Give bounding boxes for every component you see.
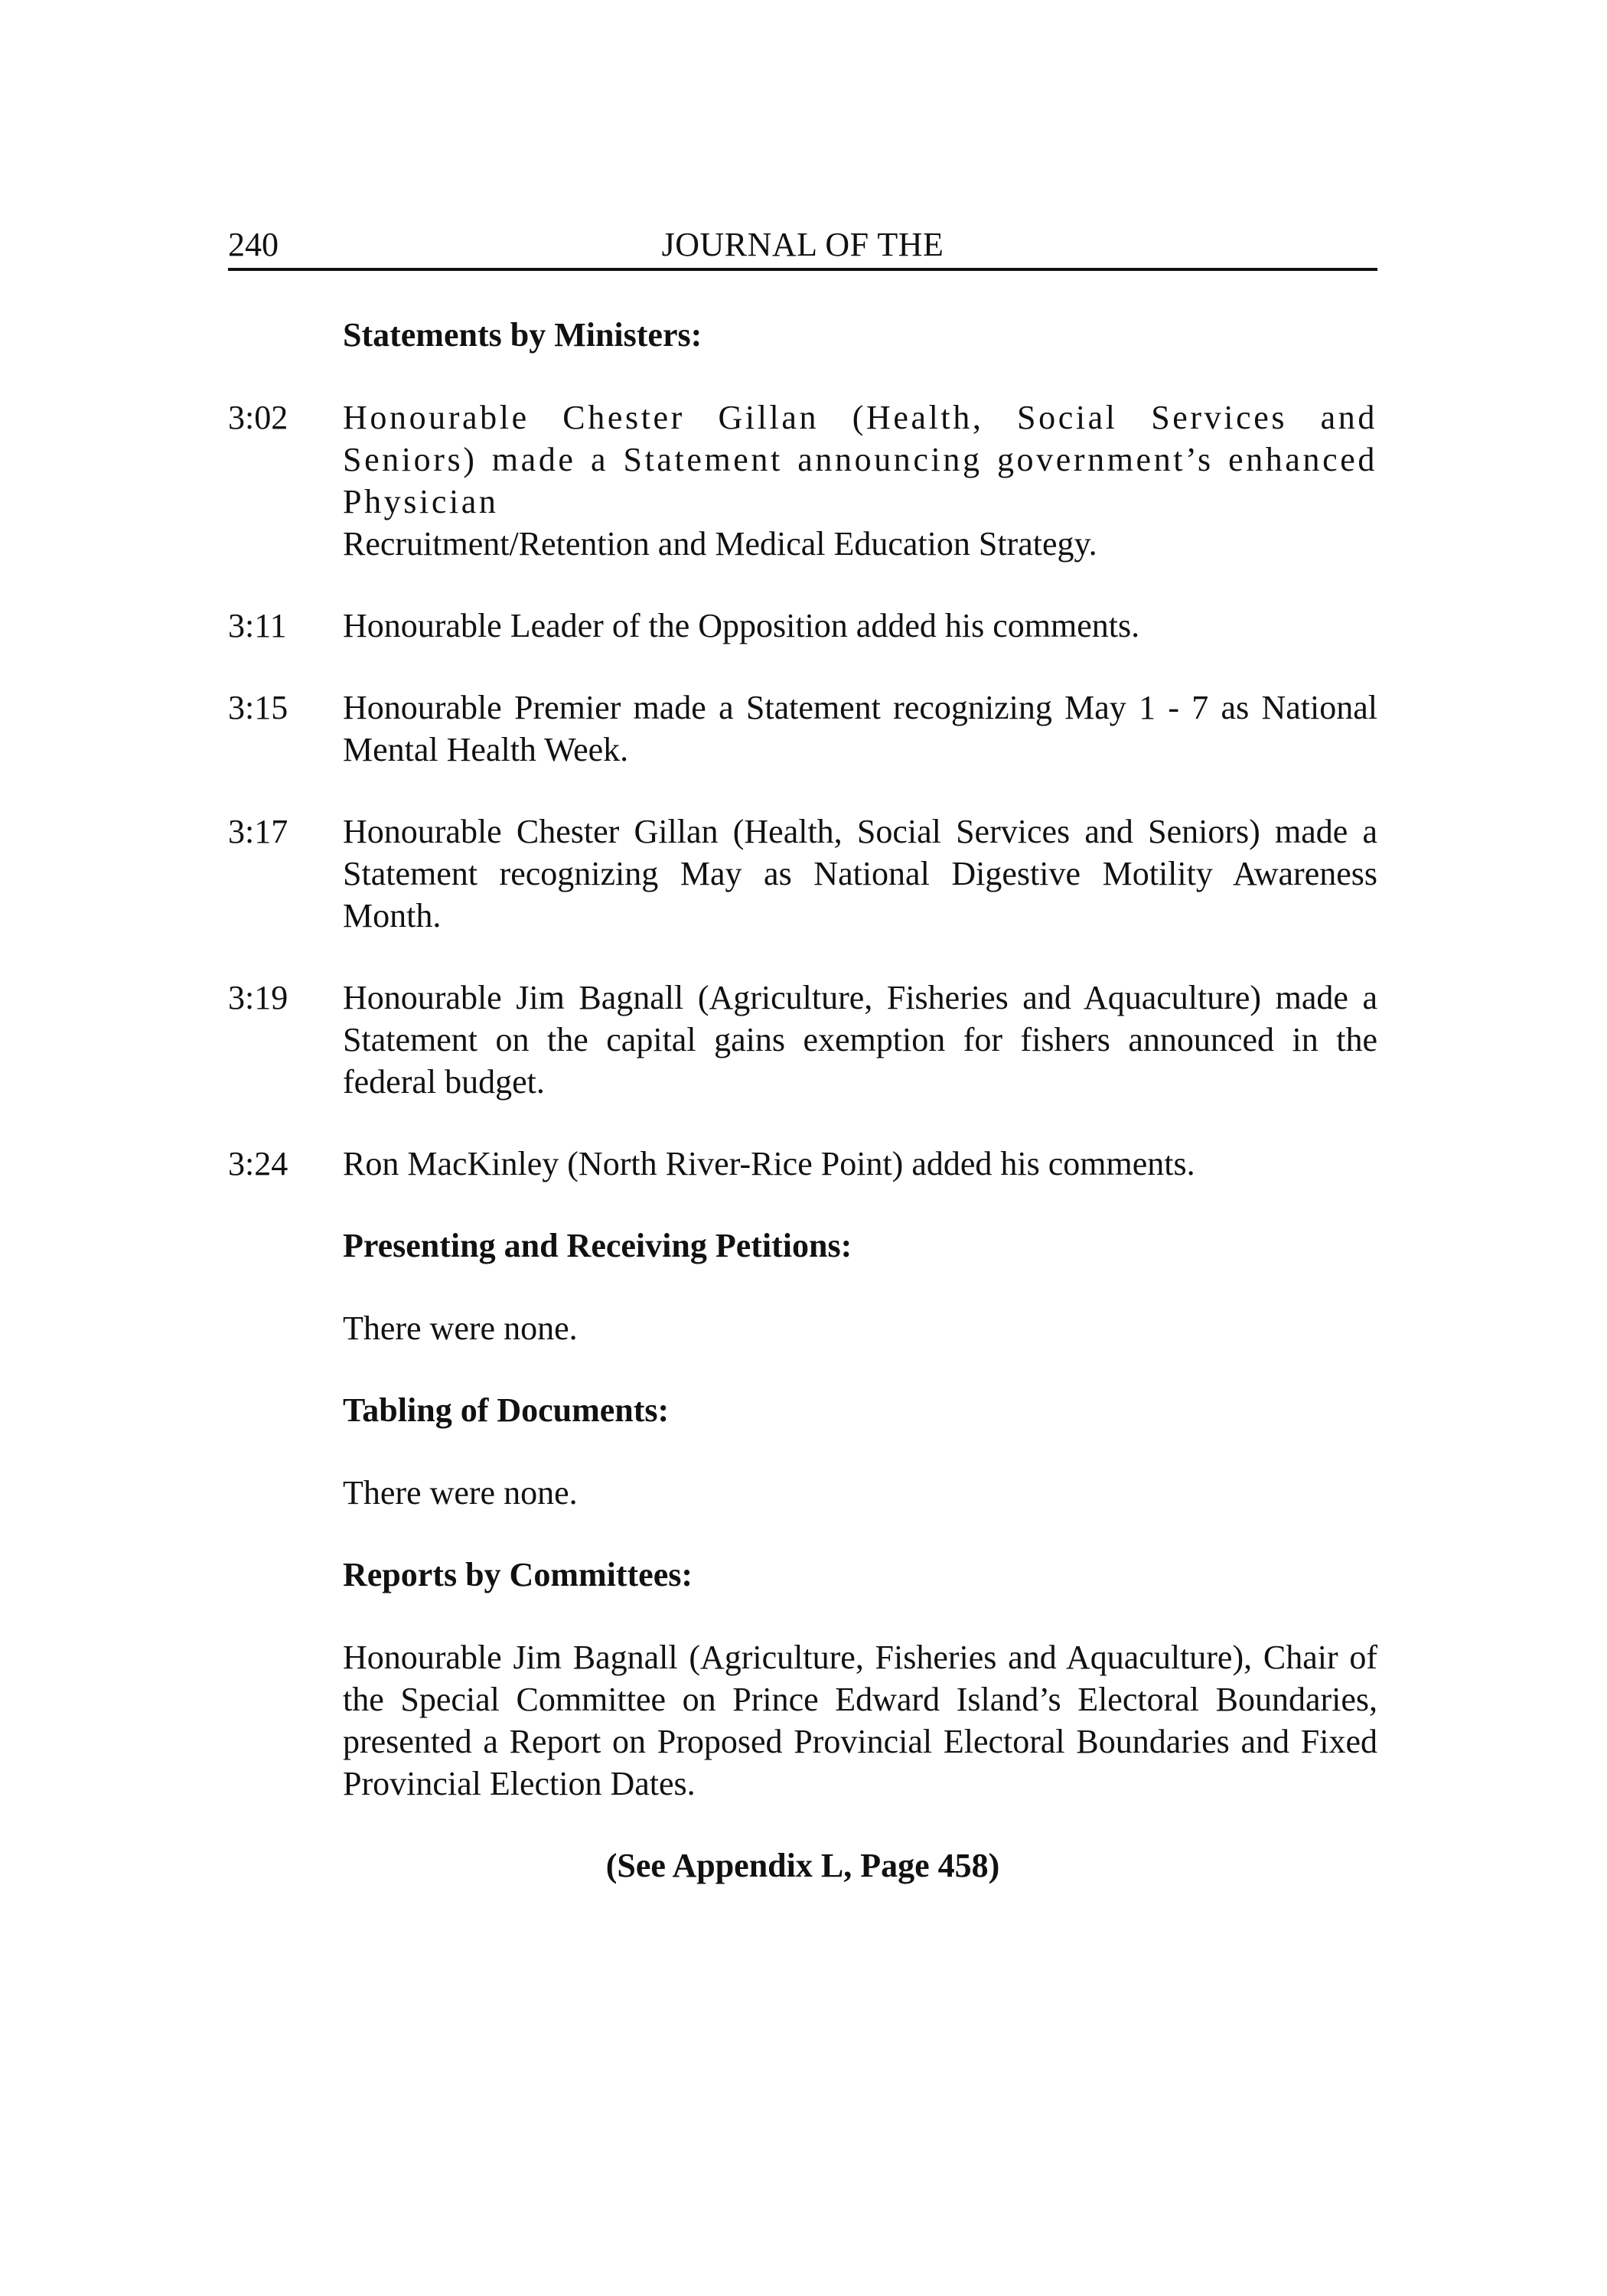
page-header [228,223,1377,271]
entry-text: Honourable Chester Gillan (Health, Social Services and Seniors) made a Statement recognizing May as National Digestive Motility Awareness Month. [343,813,1377,934]
entry-text: Honourable Premier made a Statement recognizing May 1 - 7 as National Mental Health Week. [343,689,1377,768]
journal-entry [228,810,1377,937]
journal-content [228,314,1377,1887]
entry-text: Honourable Jim Bagnall (Agriculture, Fisheries and Aquaculture) made a Statement on the capital gains exemption for fishers announced in the federal budget. [343,979,1377,1101]
page-number: 240 [228,226,279,263]
committees-heading: Reports by Committees: [343,1556,693,1593]
entry-text: Honourable Leader of the Opposition added his comments. [343,607,1140,644]
entry-time: 3:15 [228,689,288,726]
entry-time: 3:19 [228,979,288,1016]
running-head: JOURNAL OF THE [661,226,944,263]
entry-text [343,396,1377,565]
entry-time: 3:17 [228,813,288,850]
appendix-reference: (See Appendix L, Page 458) [605,1847,1000,1884]
journal-entry [228,605,1377,647]
entry-text: Ron MacKinley (North River-Rice Point) added his comments. [343,1145,1195,1182]
committees-report-text: Honourable Jim Bagnall (Agriculture, Fisheries and Aquaculture), Chair of the Special Committee on Prince Edward Island’s Electoral Boundaries, presented a Report on Proposed Provincial Electoral Boundaries and Fixed Provincial Election Dates. [343,1639,1377,1802]
journal-entry [228,977,1377,1103]
entry-text-line: Honourable Chester Gillan (Health, Social Services and Seniors) made a Statement announcing government’s enhanced Physician [343,399,1377,520]
entry-time: 3:02 [228,399,288,436]
tabling-text: There were none. [343,1474,578,1512]
entry-time: 3:24 [228,1145,288,1182]
tabling-heading: Tabling of Documents: [343,1391,670,1429]
statements-heading: Statements by Ministers: [343,316,702,354]
petitions-heading: Presenting and Receiving Petitions: [343,1227,852,1264]
entry-time: 3:11 [228,607,287,644]
entry-text-line: Recruitment/Retention and Medical Education Strategy. [343,525,1097,563]
petitions-text: There were none. [343,1309,578,1347]
journal-entry [228,687,1377,771]
journal-entry [228,396,1377,565]
journal-entry [228,1143,1377,1185]
